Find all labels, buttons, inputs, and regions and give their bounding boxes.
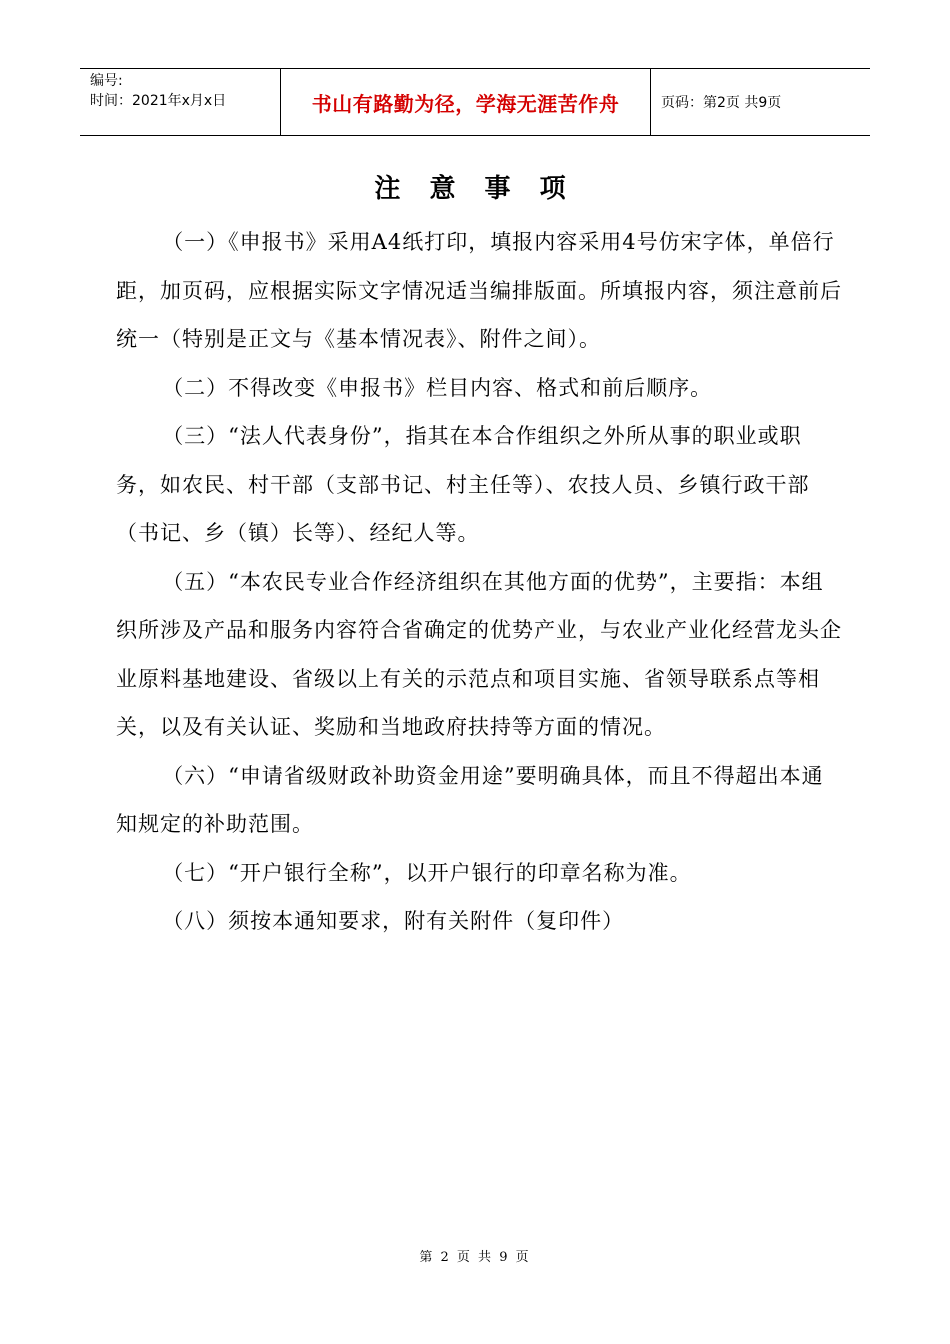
doc-number: 编号: [90, 73, 123, 89]
note-paragraph: （七）“开户银行全称”，以开户银行的印章名称为准。 [162, 860, 692, 885]
notes-body [116, 218, 842, 946]
header-motto [281, 69, 651, 135]
doc-date: 时间：2021年x月x日 [90, 93, 227, 109]
note-paragraph: （八）须按本通知要求，附有关附件（复印件） [162, 909, 625, 933]
page-footer: 第 2 页 共 9 页 [419, 1250, 531, 1265]
page-title: 注 意 事 项 [374, 174, 576, 204]
header-page-code [651, 69, 870, 135]
motto-text: 书山有路勤为径，学海无涯苦作舟 [311, 91, 620, 116]
note-paragraph: （六）“申请省级财政补助资金用途”要明确具体，而且不得超出本通知规定的补助范围。 [116, 763, 824, 836]
page-code-text: 页码：第2页 共9页 [661, 95, 782, 111]
note-paragraph: （一）《申报书》采用A4纸打印，填报内容采用4号仿宋字体，单倍行距，加页码，应根据实际文字情况适当编排版面。所填报内容，须注意前后统一（特别是正文与《基本情况表》、附件之间）。 [116, 230, 842, 351]
document-header [80, 68, 870, 136]
note-paragraph: （三）“法人代表身份”，指其在本合作组织之外所从事的职业或职务，如农民、村干部（支部书记、村主任等）、农技人员、乡镇行政干部（书记、乡（镇）长等）、经纪人等。 [116, 424, 810, 545]
header-meta [80, 69, 281, 135]
note-paragraph: （二）不得改变《申报书》栏目内容、格式和前后顺序。 [162, 375, 713, 400]
note-paragraph: （五）“本农民专业合作经济组织在其他方面的优势”，主要指：本组织所涉及产品和服务内容符合省确定的优势产业，与农业产业化经营龙头企业原料基地建设、省级以上有关的示范点和项目实施、省领导联系点等相关，以及有关认证、奖励和当地政府扶持等方面的情况。 [116, 569, 842, 739]
